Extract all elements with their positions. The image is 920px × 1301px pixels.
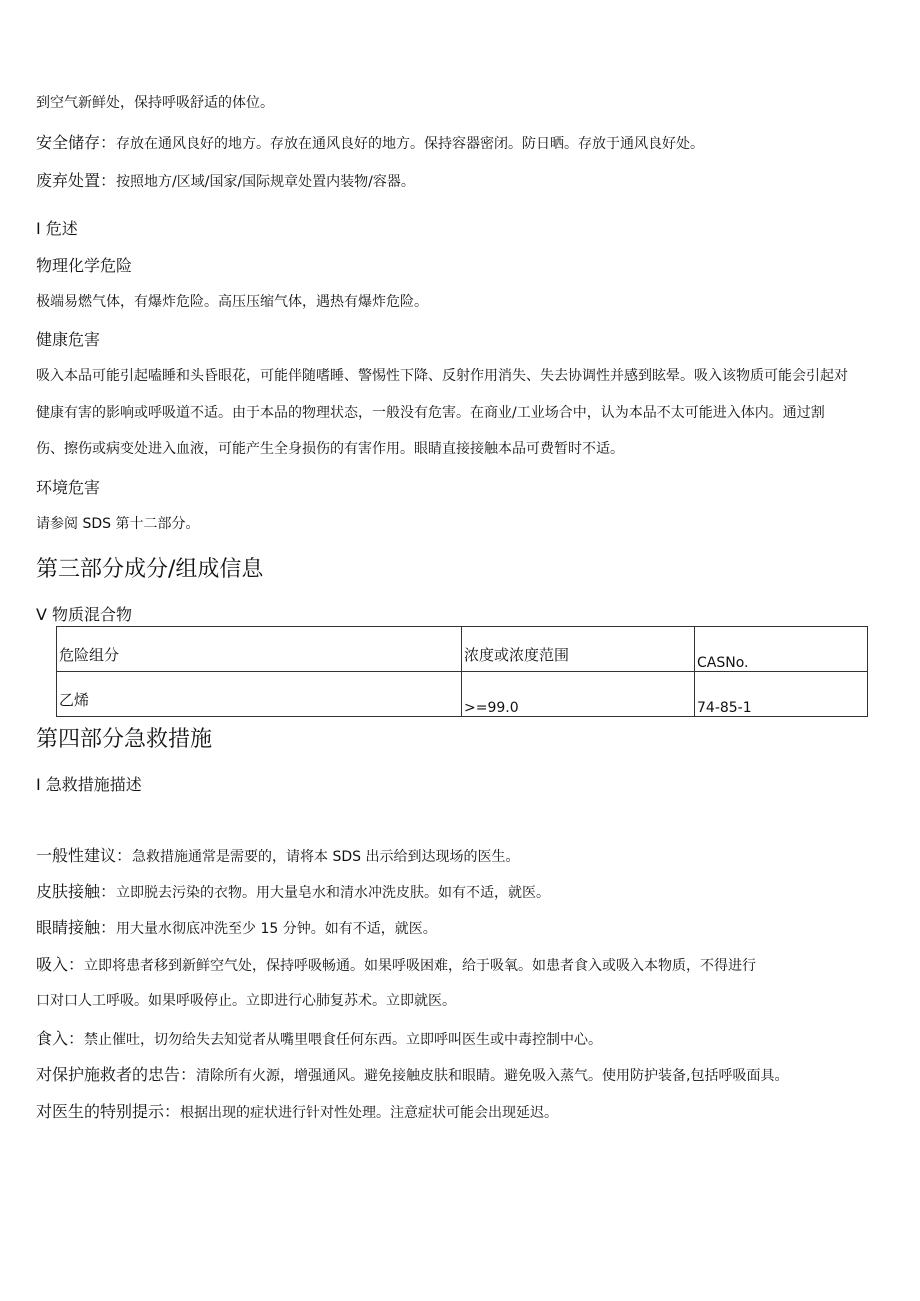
general-advice-text: 急救措施通常是需要的，请将本 SDS 出示给到达现场的医生。 <box>132 849 520 865</box>
table-row <box>57 672 868 717</box>
disposal-line <box>36 168 415 191</box>
ingestion-text: 禁止催吐，切勿给失去知觉者从嘴里喂食任何东西。立即呼叫医生或中毒控制中心。 <box>84 1032 603 1048</box>
rescuer-advice-line <box>36 1062 788 1085</box>
general-advice-line <box>36 843 519 866</box>
ingestion-line <box>36 1026 602 1049</box>
env-text: 请参阅 SDS 第十二部分。 <box>36 516 200 532</box>
inhalation-text-2: 口对口人工呼吸。如果呼吸停止。立即进行心肺复苏术。立即就医。 <box>36 993 456 1009</box>
physchem-text: 极端易燃气体，有爆炸危险。高压压缩气体，遇热有爆炸危险。 <box>36 294 428 310</box>
disposal-label: 废弃处置： <box>36 171 117 190</box>
disposal-text: 按照地方/区域/国家/国际规章处置内装物/容器。 <box>116 174 415 190</box>
safe-storage-text: 存放在通风良好的地方。存放在通风良好的地方。保持容器密闭。防日晒。存放于通风良好处。 <box>116 136 705 152</box>
eye-contact-line <box>36 915 437 938</box>
skin-contact-text: 立即脱去污染的衣物。用大量皂水和清水冲洗皮肤。如有不适，就医。 <box>116 885 551 901</box>
hazard-heading: I 危述 <box>36 219 78 238</box>
table-header-cell: 危险组分 <box>57 627 462 672</box>
health-text-3: 伤、擦伤或病变处进入血液，可能产生全身损伤的有害作用。眼睛直接接触本品可费暂时不适。 <box>36 441 624 457</box>
section3-title: 第三部分成分/组成信息 <box>36 557 264 582</box>
section4-subtitle: I 急救措施描述 <box>36 775 142 794</box>
doctor-note-text: 根据出现的症状进行针对性处理。注意症状可能会出现延迟。 <box>180 1105 559 1121</box>
health-text-2: 健康有害的影响或呼吸道不适。由于本品的物理状态，一般没有危害。在商业/工业场合中，认为本品不太可能进入体内。通过割 <box>36 405 825 421</box>
safe-storage-label: 安全储存： <box>36 133 117 152</box>
table-header-row <box>57 627 868 672</box>
env-title: 环境危害 <box>36 478 101 497</box>
rescuer-advice-label: 对保护施救者的忠告： <box>36 1065 197 1084</box>
composition-table <box>56 626 868 717</box>
health-text-1: 吸入本品可能引起嗑睡和头昏眼花，可能伴随嗜睡、警惕性下降、反射作用消失、失去协调性并感到眩晕。吸入该物质可能会引起对 <box>36 368 848 384</box>
section4-title: 第四部分急救措施 <box>36 727 213 752</box>
inhalation-label: 吸入： <box>36 955 85 974</box>
inhalation-text: 立即将患者移到新鲜空气处，保持呼吸畅通。如果呼吸困难，给于吸氧。如患者食入或吸入本物质，不得进行 <box>84 958 757 974</box>
inhalation-line <box>36 952 756 975</box>
doctor-note-label: 对医生的特别提示： <box>36 1102 181 1121</box>
safe-storage-line <box>36 130 704 153</box>
eye-contact-text: 用大量水彻底冲洗至少 15 分钟。如有不适，就医。 <box>116 921 437 937</box>
table-header-cell: CASNo. <box>695 627 868 672</box>
first-aid-continued: 到空气新鲜处，保持呼吸舒适的体位。 <box>36 95 274 111</box>
general-advice-label: 一般性建议： <box>36 846 133 865</box>
doctor-note-line <box>36 1099 558 1122</box>
ingestion-label: 食入： <box>36 1029 85 1048</box>
eye-contact-label: 眼睛接触： <box>36 918 117 937</box>
table-cell: 74-85-1 <box>695 672 868 717</box>
health-title: 健康危害 <box>36 330 101 349</box>
table-cell: >=99.0 <box>462 672 695 717</box>
skin-contact-label: 皮肤接触： <box>36 882 117 901</box>
skin-contact-line <box>36 879 550 902</box>
rescuer-advice-text: 清除所有火源，增强通风。避免接触皮肤和眼睛。避免吸入蒸气。使用防护装备,包括呼吸面具。 <box>196 1068 789 1084</box>
section3-subtitle: V 物质混合物 <box>36 605 133 624</box>
table-header-cell: 浓度或浓度范围 <box>462 627 695 672</box>
table-cell: 乙烯 <box>57 672 462 717</box>
physchem-title: 物理化学危险 <box>36 256 133 275</box>
